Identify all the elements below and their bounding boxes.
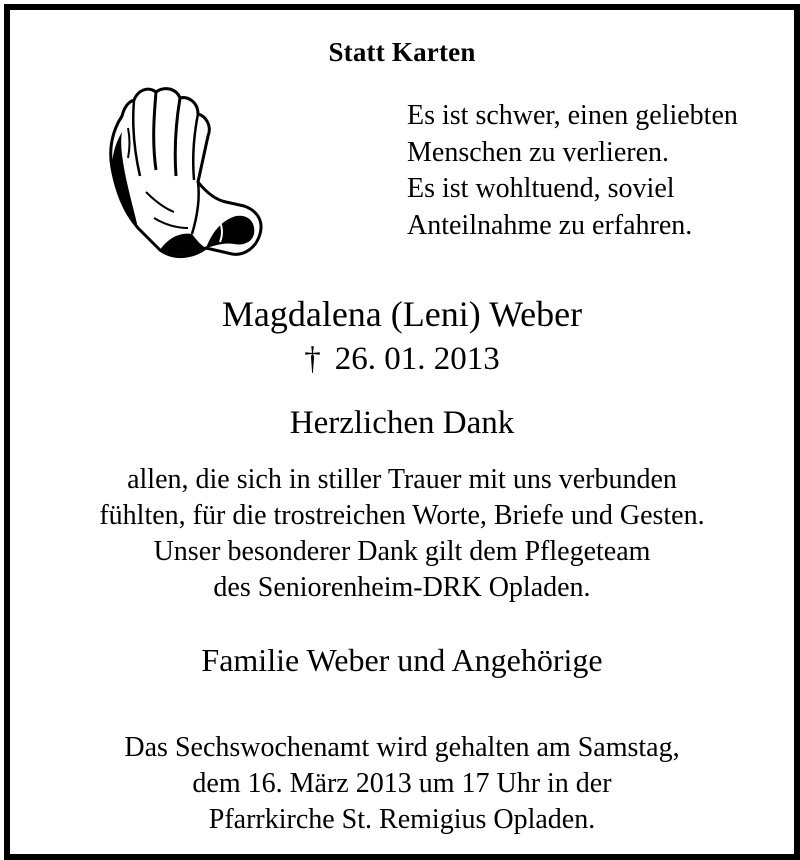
service-line: Das Sechswochenamt wird gehalten am Samstag, xyxy=(124,732,680,763)
poem-line: Anteilnahme zu erfahren. xyxy=(407,209,693,241)
obituary-card xyxy=(4,4,800,860)
deceased-name: Magdalena (Leni) Weber xyxy=(221,294,583,334)
thanks-line: allen, die sich in stiller Trauer mit uns verbunden xyxy=(127,464,677,495)
poem-line: Menschen zu verlieren. xyxy=(407,136,669,168)
thanks-heading: Herzlichen Dank xyxy=(289,405,515,441)
poem-line: Es ist wohltuend, soviel xyxy=(407,173,675,204)
family-signature: Familie Weber und Angehörige xyxy=(201,642,603,678)
death-date: 26. 01. 2013 xyxy=(334,341,500,377)
thanks-text xyxy=(10,462,794,606)
service-line: dem 16. März 2013 um 17 Uhr in der xyxy=(192,768,612,799)
death-date-line xyxy=(10,338,794,380)
praying-hands-icon xyxy=(94,72,270,272)
thanks-line: Unser besonderer Dank gilt dem Pflegeteam xyxy=(153,536,651,567)
poem-line: Es ist schwer, einen geliebten xyxy=(407,100,738,131)
header-title: Statt Karten xyxy=(328,37,476,67)
service-line: Pfarrkirche St. Remigius Opladen. xyxy=(208,804,596,835)
service-announcement xyxy=(10,730,794,838)
thanks-line: des Seniorenheim-DRK Opladen. xyxy=(213,572,591,603)
dagger-icon: † xyxy=(304,341,321,377)
thanks-line: fühlten, für die trostreichen Worte, Briefe und Gesten. xyxy=(99,500,705,531)
poem xyxy=(407,98,792,244)
